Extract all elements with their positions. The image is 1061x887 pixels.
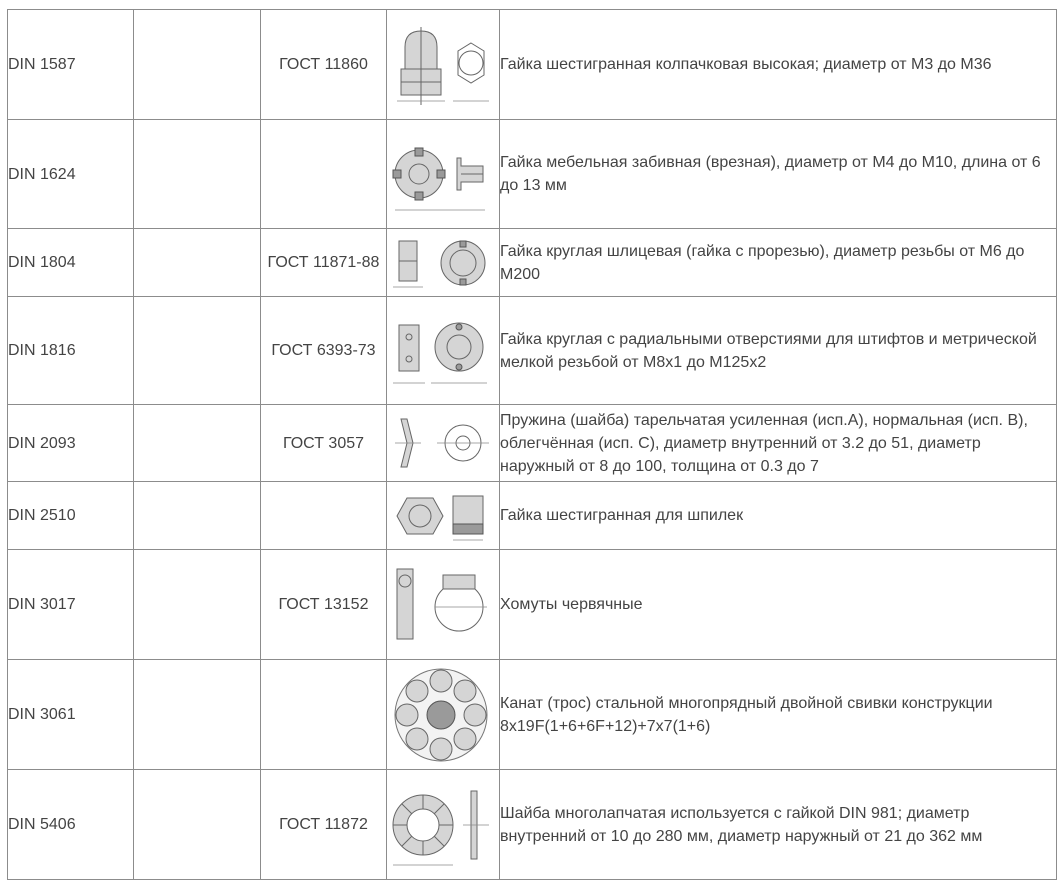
- description-cell: Пружина (шайба) тарельчатая усиленная (исп.А), нормальная (исп. В), облегчённая (исп. С), диаметр внутренний от 3.2 до 51, диаметр наружный от 8 до 100, толщина от 0.3 до 7: [500, 405, 1057, 482]
- empty-cell: [134, 405, 261, 482]
- description-cell: Гайка шестигранная для шпилек: [500, 482, 1057, 550]
- description-cell: Хомуты червячные: [500, 550, 1057, 660]
- din-cell: DIN 1624: [8, 120, 134, 229]
- din-cell: DIN 3061: [8, 660, 134, 770]
- description-cell: Шайба многолапчатая используется с гайкой DIN 981; диаметр внутренний от 10 до 280 мм, диаметр наружный от 21 до 362 мм: [500, 770, 1057, 880]
- empty-cell: [134, 482, 261, 550]
- table-row: [8, 120, 1057, 229]
- gost-cell: [261, 660, 387, 770]
- table-row: [8, 229, 1057, 297]
- gost-cell: ГОСТ 11872: [261, 770, 387, 880]
- gost-cell: ГОСТ 3057: [261, 405, 387, 482]
- description-cell: Гайка круглая с радиальными отверстиями для штифтов и метрической мелкой резьбой от М8х1 до М125х2: [500, 297, 1057, 405]
- din-cell: DIN 5406: [8, 770, 134, 880]
- gost-cell: ГОСТ 11871-88: [261, 229, 387, 297]
- empty-cell: [134, 550, 261, 660]
- table-row: [8, 770, 1057, 880]
- round-nut-radial-holes-drawing-icon: [387, 297, 500, 405]
- tee-nut-drawing-icon: [387, 120, 500, 229]
- empty-cell: [134, 10, 261, 120]
- empty-cell: [134, 297, 261, 405]
- description-cell: Гайка шестигранная колпачковая высокая; диаметр от М3 до М36: [500, 10, 1057, 120]
- stud-hex-nut-drawing-icon: [387, 482, 500, 550]
- din-cell: DIN 2510: [8, 482, 134, 550]
- disc-spring-drawing-icon: [387, 405, 500, 482]
- tab-washer-drawing-icon: [387, 770, 500, 880]
- description-cell: Гайка круглая шлицевая (гайка с прорезью), диаметр резьбы от М6 до М200: [500, 229, 1057, 297]
- din-cell: DIN 1816: [8, 297, 134, 405]
- empty-cell: [134, 120, 261, 229]
- table-row: [8, 405, 1057, 482]
- din-cell: DIN 1587: [8, 10, 134, 120]
- gost-cell: [261, 482, 387, 550]
- slotted-round-nut-drawing-icon: [387, 229, 500, 297]
- gost-cell: [261, 120, 387, 229]
- table-row: [8, 660, 1057, 770]
- standards-table: [7, 9, 1057, 880]
- din-cell: DIN 3017: [8, 550, 134, 660]
- table-row: [8, 482, 1057, 550]
- gost-cell: ГОСТ 13152: [261, 550, 387, 660]
- description-cell: Канат (трос) стальной многопрядный двойной свивки конструкции 8х19F(1+6+6F+12)+7х7(1+6): [500, 660, 1057, 770]
- empty-cell: [134, 770, 261, 880]
- empty-cell: [134, 660, 261, 770]
- table-row: [8, 297, 1057, 405]
- table-row: [8, 10, 1057, 120]
- gost-cell: ГОСТ 6393-73: [261, 297, 387, 405]
- din-cell: DIN 2093: [8, 405, 134, 482]
- din-cell: DIN 1804: [8, 229, 134, 297]
- cap-nut-drawing-icon: [387, 10, 500, 120]
- description-cell: Гайка мебельная забивная (врезная), диаметр от М4 до М10, длина от 6 до 13 мм: [500, 120, 1057, 229]
- table-row: [8, 550, 1057, 660]
- empty-cell: [134, 229, 261, 297]
- gost-cell: ГОСТ 11860: [261, 10, 387, 120]
- steel-rope-section-icon: [387, 660, 500, 770]
- worm-clamp-drawing-icon: [387, 550, 500, 660]
